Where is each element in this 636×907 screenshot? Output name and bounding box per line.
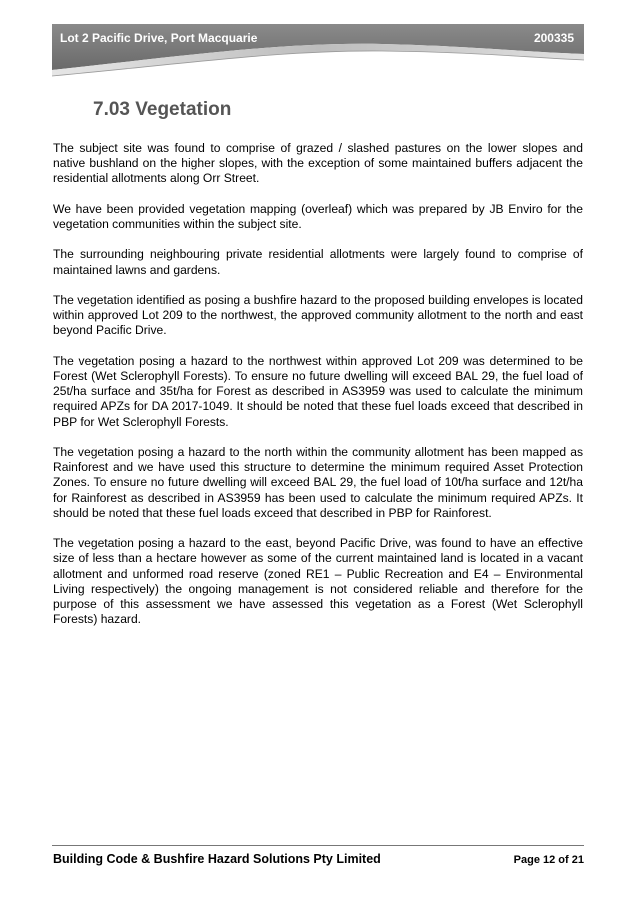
paragraph-east-hazard: The vegetation posing a hazard to the east, beyond Pacific Drive, was found to have an effective size of less than a hectare however as some of the current maintained land is located in a vacant allotment and unformed road reserve (zoned RE1 – Public Recreation and E4 – Environmental Living respectively) the ongoing management is not considered reliable and therefore for the purpose of this assessment we have assessed this vegetation as a Forest (Wet Sclerophyll Forests) hazard. — [53, 536, 583, 627]
body-content — [53, 141, 583, 643]
paragraph-site-description: The subject site was found to comprise of grazed / slashed pastures on the lower slopes and native bushland on the higher slopes, with the exception of some maintained buffers adjacent the residential allotments along Orr Street. — [53, 141, 583, 186]
paragraph-northwest-hazard: The vegetation posing a hazard to the northwest within approved Lot 209 was determined to be Forest (Wet Sclerophyll Forests). To ensure no future dwelling will exceed BAL 29, the fuel load of 25t/ha surface and 35t/ha for Forest as described in AS3959 was used to calculate the minimum required APZs for DA 2017-1049. It should be noted that these fuel loads exceed that described in PBP for Wet Sclerophyll Forests. — [53, 353, 583, 429]
footer-company-name: Building Code & Bushfire Hazard Solutions Pty Limited — [53, 852, 381, 866]
header-reference-number: 200335 — [533, 31, 574, 45]
section-title: 7.03 Vegetation — [93, 99, 232, 120]
paragraph-hazard-identification: The vegetation identified as posing a bushfire hazard to the proposed building envelopes is located within approved Lot 209 to the northwest, the approved community allotment to the north and east beyond Pacific Drive. — [53, 292, 583, 338]
header-property-address: Lot 2 Pacific Drive, Port Macquarie — [60, 31, 258, 45]
paragraph-north-hazard: The vegetation posing a hazard to the north within the community allotment has been mapped as Rainforest and we have used this structure to determine the minimum required Asset Protection Zones. To ensure no future dwelling will exceed BAL 29, the fuel load of 10t/ha surface and 12t/ha for Rainforest as described in AS3959 has been used to calculate the minimum required APZs. It should be noted that these fuel loads exceed that described in PBP for Rainforest. — [53, 444, 583, 520]
page-header — [52, 24, 584, 80]
paragraph-vegetation-mapping: We have been provided vegetation mapping (overleaf) which was prepared by JB Enviro for the vegetation communities within the subject site. — [53, 201, 583, 231]
footer-page-number: Page 12 of 21 — [513, 854, 584, 866]
footer-divider — [52, 845, 584, 846]
paragraph-neighbouring-allotments: The surrounding neighbouring private residential allotments were largely found to comprise of maintained lawns and gardens. — [53, 247, 583, 277]
